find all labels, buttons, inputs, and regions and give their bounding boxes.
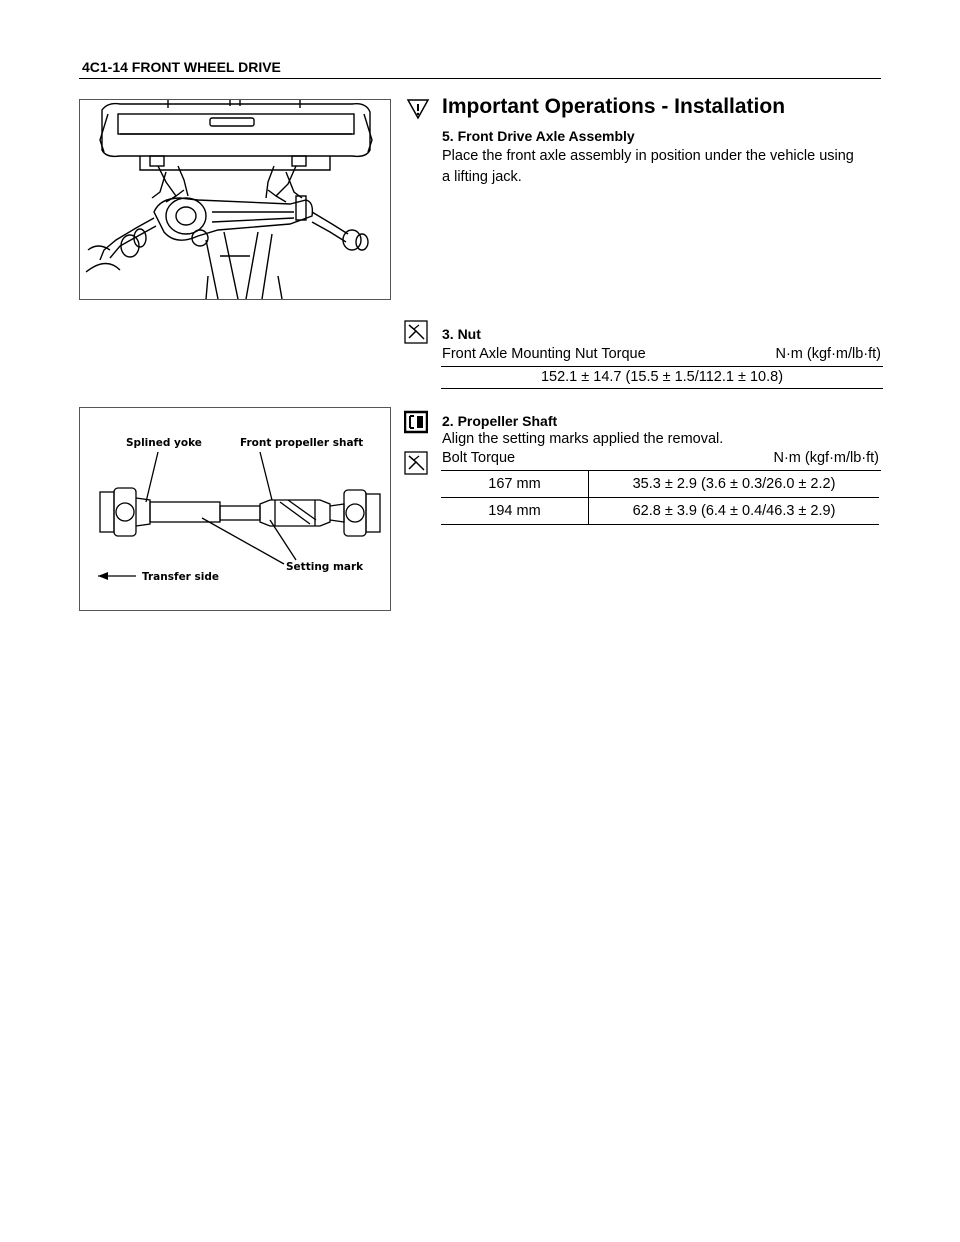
caution-icon <box>406 97 430 121</box>
step2-table-unit: N·m (kgf·m/lb·ft) <box>773 450 879 466</box>
table-cell-torque: 35.3 ± 2.9 (3.6 ± 0.3/26.0 ± 2.2) <box>632 476 836 492</box>
step5-text: Place the front axle assembly in position under the vehicle using a lifting jack. <box>442 148 854 185</box>
alignment-mark-icon <box>404 410 428 434</box>
front-propeller-shaft-label: Front propeller shaft <box>240 437 364 449</box>
step2-heading: 2. Propeller Shaft <box>442 413 558 429</box>
table-row <box>441 471 879 498</box>
propeller-shaft-illustration <box>80 408 390 610</box>
table-cell-size: 194 mm <box>441 498 589 524</box>
step2-table-label: Bolt Torque <box>442 450 516 466</box>
step3-heading: 3. Nut <box>442 326 481 342</box>
torque-wrench-icon <box>404 320 428 344</box>
transfer-side-label: Transfer side <box>142 571 220 583</box>
table-cell-torque: 62.8 ± 3.9 (6.4 ± 0.4/46.3 ± 2.9) <box>632 503 836 519</box>
table-cell-size: 167 mm <box>441 471 589 497</box>
step3-torque-value: 152.1 ± 14.7 (15.5 ± 1.5/112.1 ± 10.8) <box>441 366 883 389</box>
page-header <box>79 58 881 79</box>
table-row <box>441 498 879 525</box>
torque-wrench-icon <box>404 451 428 475</box>
step2-table-header <box>441 450 881 471</box>
step3-table-label: Front Axle Mounting Nut Torque <box>442 346 646 362</box>
step5-heading: 5. Front Drive Axle Assembly <box>442 128 635 144</box>
page-header-title: 4C1-14 FRONT WHEEL DRIVE <box>82 59 281 75</box>
front-axle-illustration <box>80 100 390 299</box>
front-axle-figure <box>79 99 391 300</box>
section-title: Important Operations - Installation <box>442 95 786 118</box>
setting-mark-label: Setting mark <box>286 561 364 573</box>
step2-text: Align the setting marks applied the removal. <box>442 431 724 447</box>
propeller-shaft-figure <box>79 407 391 611</box>
splined-yoke-label: Splined yoke <box>126 437 202 449</box>
step3-table-unit: N·m (kgf·m/lb·ft) <box>775 346 881 362</box>
step3-table-header <box>441 346 883 367</box>
